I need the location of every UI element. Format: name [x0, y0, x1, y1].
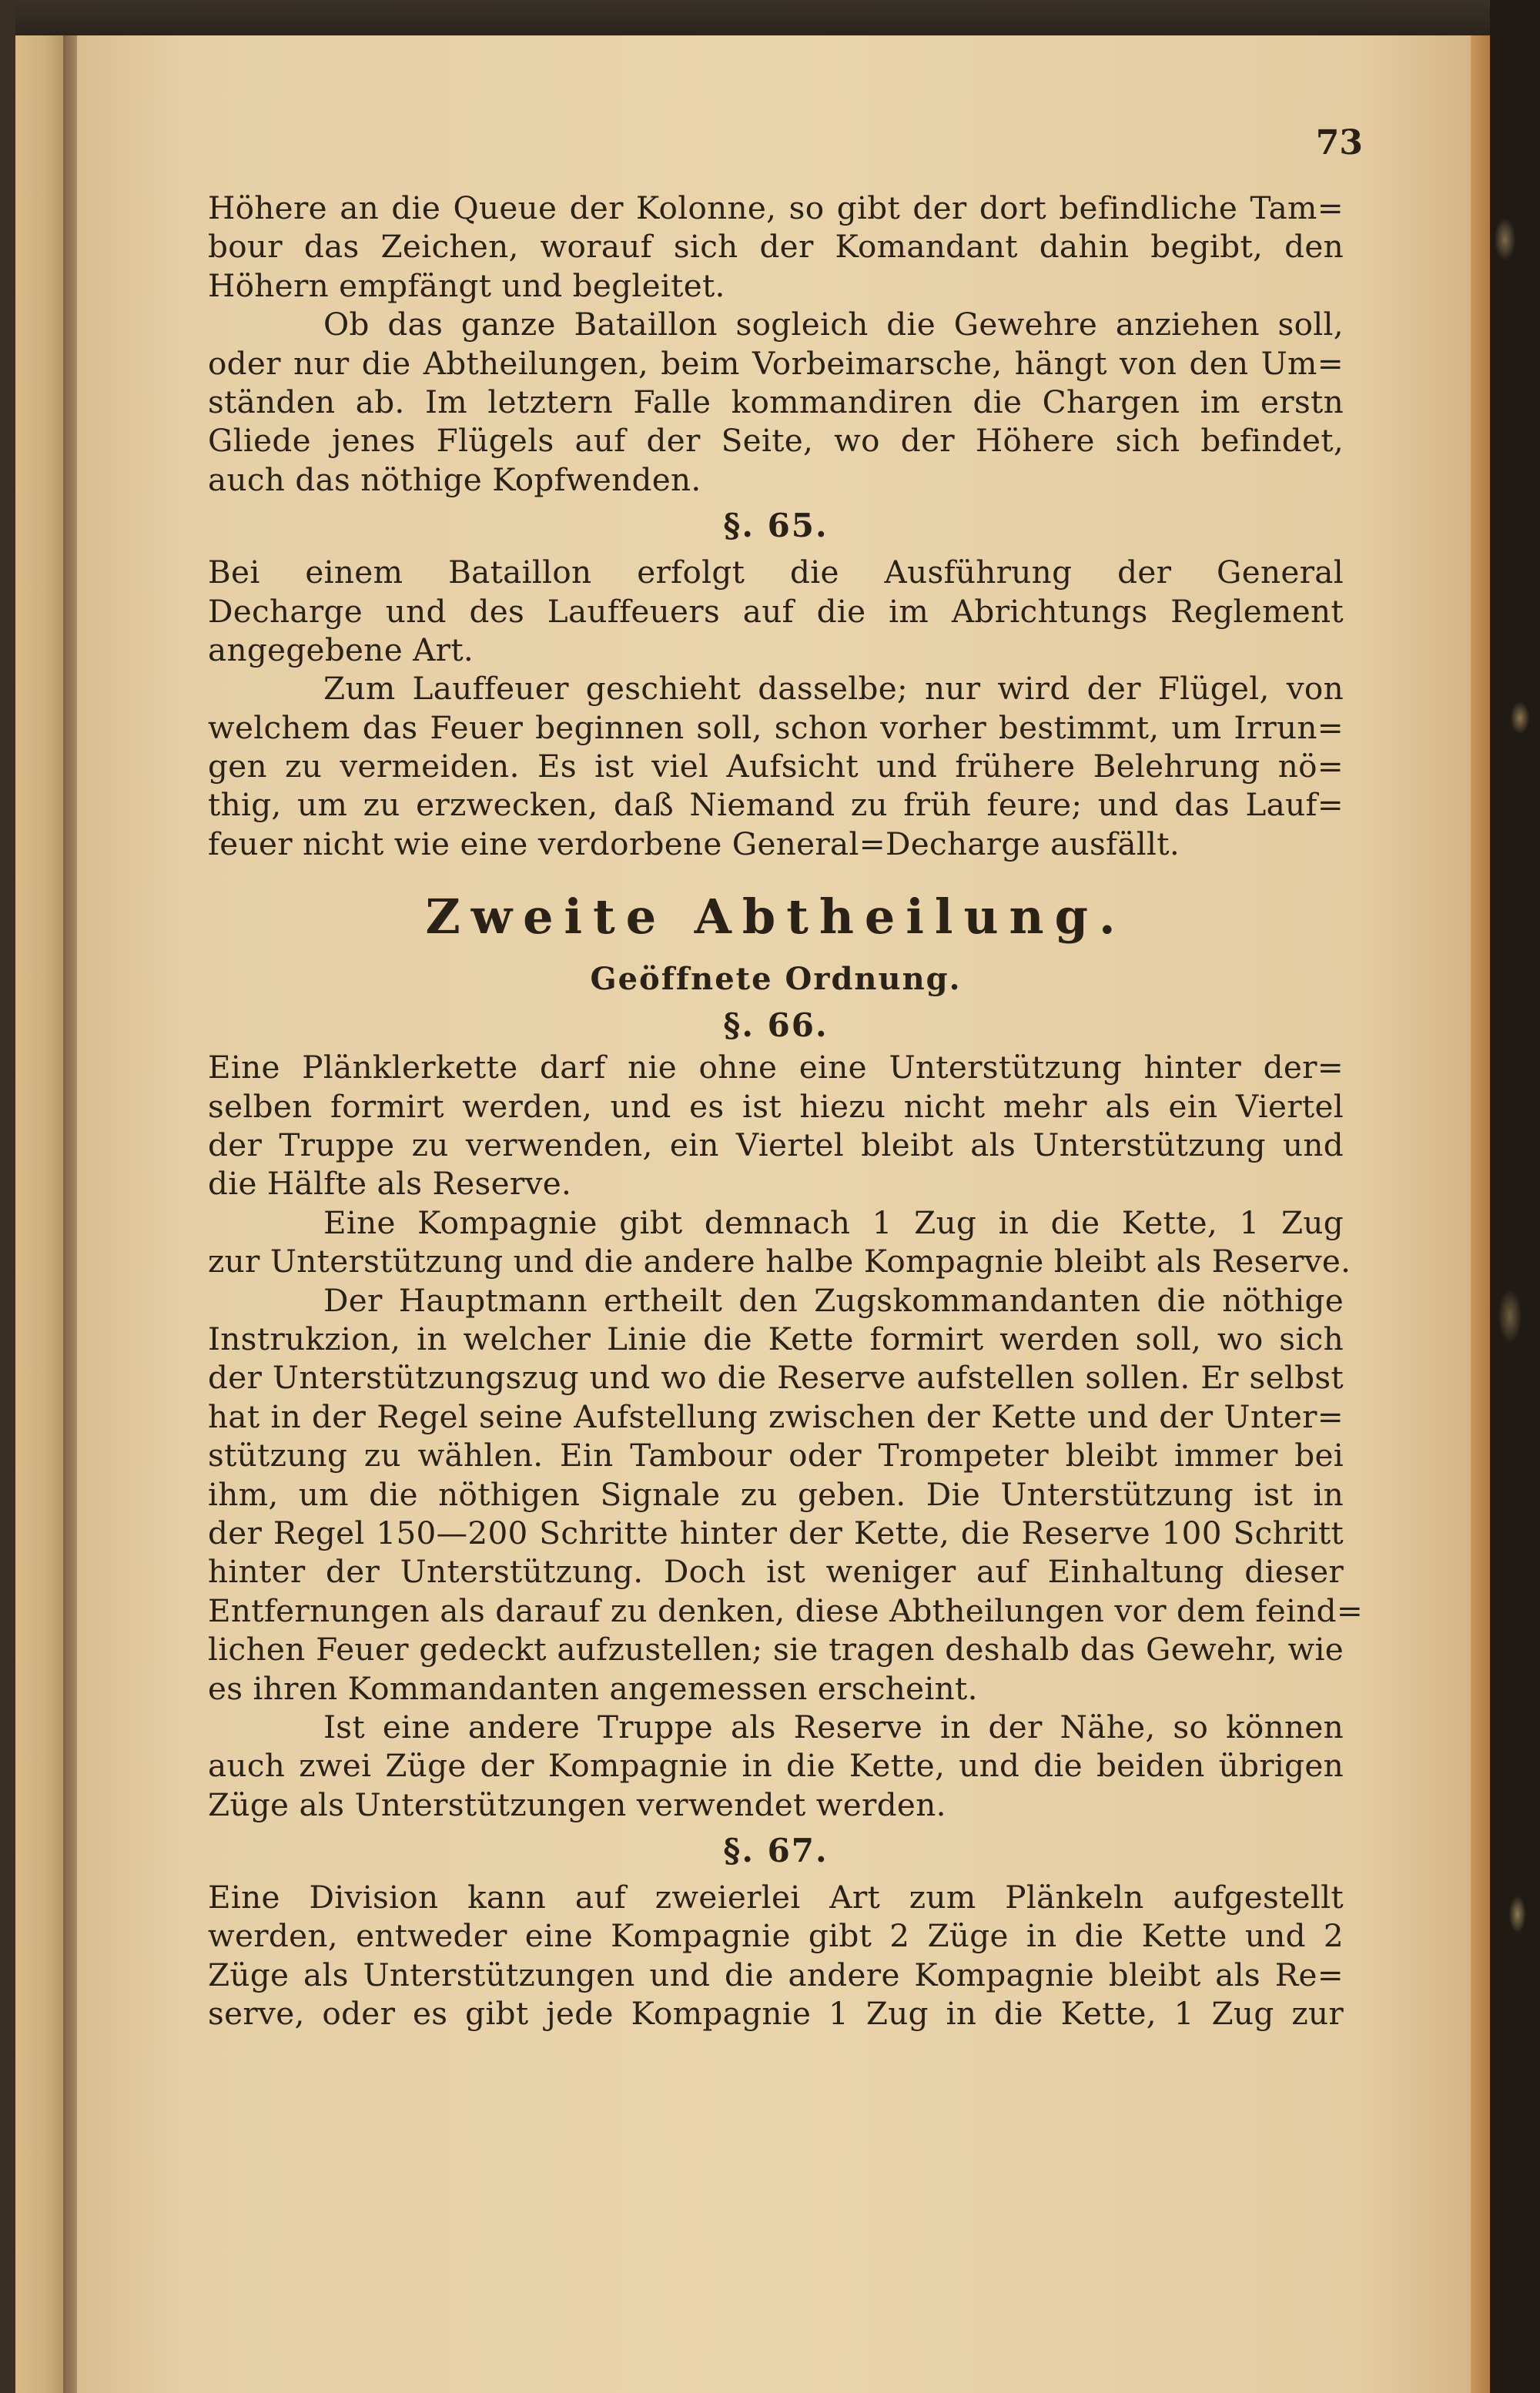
text-line: selben formirt werden, und es ist hiezu nicht mehr als ein Viertel — [208, 1087, 1344, 1125]
paragraph-last-line: feuer nicht wie eine verdorbene General=Decharge ausfällt. — [208, 825, 1180, 862]
paragraph-last-line: angegebene Art. — [208, 631, 474, 668]
paragraph-last-line: Züge als Unterstützungen verwendet werden. — [208, 1786, 946, 1823]
text-line: Entfernungen als darauf zu denken, diese Abtheilungen vor dem feind= — [208, 1591, 1364, 1629]
page-text — [208, 189, 1364, 2033]
section-number: §. 66. — [723, 1006, 829, 1045]
text-line: werden, entweder eine Kompagnie gibt 2 Züge in die Kette und 2 — [208, 1917, 1344, 1955]
book-cover-top — [0, 0, 1540, 35]
section-number: §. 65. — [723, 507, 829, 545]
text-line: der Truppe zu verwenden, ein Viertel bleibt als Unterstützung und — [208, 1126, 1344, 1164]
text-line: Instrukzion, in welcher Linie die Kette formirt werden soll, wo sich — [208, 1320, 1344, 1357]
text-line: hat in der Regel seine Aufstellung zwischen der Kette und der Unter= — [208, 1397, 1344, 1435]
text-line: lichen Feuer gedeckt aufzustellen; sie tragen deshalb das Gewehr, wie — [208, 1631, 1344, 1668]
section-number: §. 67. — [723, 1832, 829, 1870]
text-line: Züge als Unterstützungen und die andere Kompagnie bleibt als Re= — [208, 1956, 1344, 1993]
text-line: thig, um zu erzwecken, daß Niemand zu früh feure; und das Lauf= — [208, 786, 1344, 824]
text-line: Eine Plänklerkette darf nie ohne eine Unterstützung hinter der= — [208, 1049, 1344, 1086]
page-number: 73 — [1315, 123, 1363, 162]
text-line: hinter der Unterstützung. Doch ist weniger auf Einhaltung dieser — [208, 1553, 1344, 1591]
text-line: stützung zu wählen. Ein Tambour oder Trompeter bleibt immer bei — [208, 1437, 1344, 1474]
text-line: gen zu vermeiden. Es ist viel Aufsicht und frühere Belehrung nö= — [208, 748, 1344, 785]
text-line: ständen ab. Im letztern Falle kommandiren die Chargen im erstn — [208, 383, 1344, 420]
paragraph-last-line: zur Unterstützung und die andere halbe Kompagnie bleibt als Reserve. — [208, 1243, 1351, 1280]
paragraph-first-line: Ist eine andere Truppe als Reserve in der Nähe, so können — [323, 1708, 1344, 1745]
paragraph-last-line: auch das nöthige Kopfwenden. — [208, 460, 701, 498]
text-line: welchem das Feuer beginnen soll, schon vorher bestimmt, um Irrun= — [208, 708, 1344, 746]
chapter-subheading: Geöffnete Ordnung. — [590, 961, 962, 998]
facing-page-edge — [15, 35, 63, 2393]
text-line: bour das Zeichen, worauf sich der Komandant dahin begibt, den — [208, 228, 1344, 266]
paragraph-first-line: Der Hauptmann ertheilt den Zugskommandanten die nöthige — [323, 1281, 1344, 1319]
text-line: oder nur die Abtheilungen, beim Vorbeimarsche, hängt von den Um= — [208, 344, 1344, 382]
paragraph-first-line: Eine Kompagnie gibt demnach 1 Zug in die Kette, 1 Zug — [323, 1203, 1344, 1241]
text-line: Höhere an die Queue der Kolonne, so gibt der dort befindliche Tam= — [208, 189, 1344, 226]
text-line: Bei einem Bataillon erfolgt die Ausführung der General — [208, 554, 1344, 591]
paragraph-last-line: die Hälfte als Reserve. — [208, 1165, 572, 1203]
marbled-cover-right — [1490, 0, 1540, 2393]
text-line: Eine Division kann auf zweierlei Art zum Plänkeln aufgestellt — [208, 1879, 1344, 1916]
text-line: auch zwei Züge der Kompagnie in die Kette, und die beiden übrigen — [208, 1747, 1344, 1785]
chapter-heading: Zweite Abtheilung. — [425, 889, 1127, 945]
text-line: der Unterstützungszug und wo die Reserve aufstellen sollen. Er selbst — [208, 1359, 1344, 1397]
text-line: der Regel 150—200 Schritte hinter der Kette, die Reserve 100 Schritt — [208, 1514, 1344, 1551]
book-gutter — [63, 35, 77, 2393]
paragraph-first-line: Ob das ganze Bataillon sogleich die Gewehre anziehen soll, — [323, 306, 1344, 343]
paragraph-last-line: es ihren Kommandanten angemessen erscheint. — [208, 1669, 978, 1707]
paragraph-first-line: Zum Lauffeuer geschieht dasselbe; nur wird der Flügel, von — [323, 670, 1344, 708]
text-line: Gliede jenes Flügels auf der Seite, wo der Höhere sich befindet, — [208, 422, 1344, 460]
book-cover-left — [0, 0, 15, 2393]
paragraph-last-line: Höhern empfängt und begleitet. — [208, 266, 725, 304]
page-edge — [1471, 35, 1490, 2393]
text-line: serve, oder es gibt jede Kompagnie 1 Zug in die Kette, 1 Zug zur — [208, 1995, 1344, 2033]
text-line: Decharge und des Lauffeuers auf die im Abrichtungs Reglement — [208, 592, 1344, 630]
text-line: ihm, um die nöthigen Signale zu geben. Die Unterstützung ist in — [208, 1475, 1344, 1513]
